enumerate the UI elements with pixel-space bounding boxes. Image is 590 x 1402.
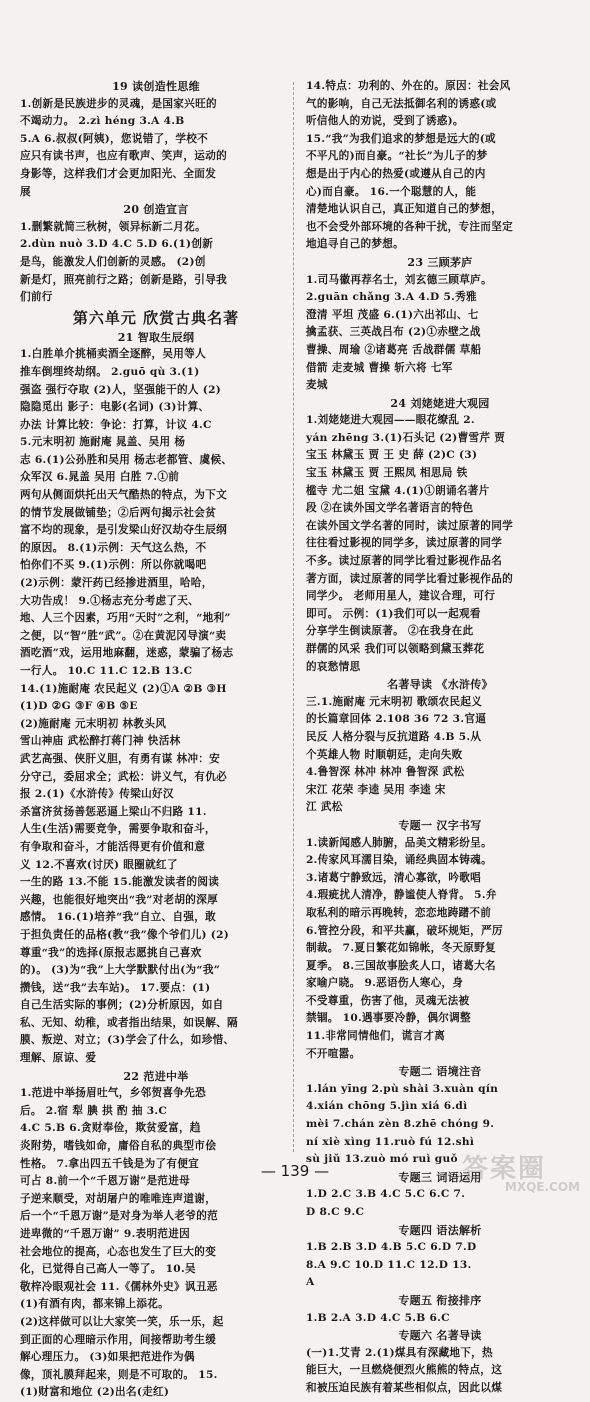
answer-line: 11.非常同情他们，谎言才离 (306, 1030, 446, 1043)
answer-line: 私、无知、幼稚，或者指出结果，如误解、隔 (20, 1016, 238, 1029)
answer-line: (1)有酒有肉，都来锦上添花。 (20, 1298, 170, 1311)
answer-line: 1.B 2.B 3.D 4.B 5.C 6.D 7.D (306, 1241, 477, 1254)
left-column (20, 78, 292, 1402)
answer-line: 一生的路 13.不能 15.能激发读者的阅读 (20, 876, 220, 889)
answer-line: 一行人。 10.C 11.C 12.B 13.C (20, 665, 193, 677)
unit-heading: 第六单元 欣赏古典名著 (72, 308, 240, 327)
answer-line: 有争取和奋斗，才能活得更有价值和意 (20, 840, 206, 853)
answer-line: 地追寻自己的梦想。 (306, 238, 405, 251)
answer-line: 在读外国文学名著的同时，读过原著的同学 (306, 519, 513, 532)
answer-line: 15.“我”为我们追求的梦想是远大的(或 (306, 132, 496, 145)
answer-line: 2.guān chǎng 3.A 4.D 5.秀雅 (306, 291, 477, 304)
section-heading: 20 创造宣言 (123, 203, 189, 217)
answer-line: 人生(生活)需要竞争，需要争取和奋斗， (20, 823, 216, 836)
answer-line: (2)示例：蒙汗药已经掺进酒里，哈哈， (20, 577, 213, 590)
answer-line: 理解、原谅、爱 (20, 1052, 97, 1065)
answer-line: 和被压迫民族有着某些相似点，因此以煤 (306, 1381, 503, 1394)
answer-line: 炎附势，嗜钱如命，庸俗自私的典型市侩 (20, 1140, 217, 1153)
answer-line: 可占 8.前一个“千恩万谢”是范进母 (20, 1175, 191, 1188)
section-heading: 专题三 词语运用 (398, 1170, 482, 1184)
answer-line: 民反 人格分裂与反抗道路 4.B 5.从 (306, 730, 482, 743)
answer-line: 1.创新是民族进步的灵魂，是国家兴旺的 (20, 97, 217, 110)
answer-line: 14.特点：功利的、外在的。原因：社会风 (306, 80, 511, 92)
answer-line: 5.A 6.叔叔(阿姨)，您说错了，学校不 (20, 132, 209, 145)
answer-line: 借箭 走麦城 曹操 斩六将 七军 (306, 361, 453, 374)
answer-line: 5.元末明初 施耐庵 晁盖、吴用 杨 (20, 436, 186, 449)
answer-line: 尊重“我”的选择(原报志愿挑自己喜欢 (20, 946, 202, 959)
answer-line: 1.白胜单介挑桶卖酒全逐醉，吴用等人 (20, 348, 206, 361)
answer-line: 宋江 花荣 李逵 吴用 李逵 宋 (306, 783, 446, 796)
answer-line: 的情节发展做铺垫；②后两句揭示社会贫 (20, 506, 217, 519)
answer-line: 2.传家风耳濡目染，诵经典固本铸魂。 (306, 854, 492, 867)
answer-line: 自己生活实际的事例；(2)分析原因，如自 (20, 999, 224, 1012)
answer-line: 攒钱，送“我”去车站)。 17.要点：(1) (20, 981, 211, 994)
answer-line: 清楚地认识自己，真正知道自己的梦想， (306, 203, 503, 216)
answer-line: 怕你们不买 9.(1)示例：所以你就喝吧 (20, 559, 207, 572)
answer-line: 往往看过影视的同学多，读过原著的同学 (306, 537, 503, 550)
section-heading: 名著导读 《水浒传》 (387, 678, 493, 692)
answer-line: 著方面，读过原著的同学比看过影视作品的 (306, 572, 513, 585)
answer-line: 1.删繁就简三秋树，领异标新二月花。 (20, 220, 206, 233)
answer-line: 6.管控分段，和平共赢，破坏规矩，严厉 (306, 924, 503, 937)
answer-line: 应只有读书声，也应有歌声、笑声，运动的 (20, 150, 227, 163)
answer-line: 兴趣，也能很好地突出“我”对老胡的深厚 (20, 893, 218, 906)
answer-line: 1.lán yīng 2.pù shài 3.xuàn qín (306, 1082, 499, 1095)
answer-line: 社会地位的提高，心态也发生了巨大的变 (20, 1245, 217, 1258)
answer-line: 之便，以“智”胜“武”。②在黄泥冈导演“卖 (20, 629, 227, 642)
answer-line: (2)这样做可以让大家笑一笑，乐一乐，起 (20, 1315, 224, 1328)
answer-line: 感情。 16.(1)培养“我”自立、自强，敢 (20, 911, 217, 924)
answer-line: 取私利的暗示再晚转，恋恋地踌躇不前 (306, 906, 492, 919)
answer-line: 报 2.(1)《水浒传》传梁山好汉 (20, 788, 174, 801)
answer-line: 江 武松 (306, 801, 343, 814)
answer-line: 1.范进中举扬眉吐气，乡邻贺喜争先恐 (20, 1087, 206, 1100)
answer-line: 宝玉 林黛玉 贾 王 史 薛 (2)C (3) (306, 449, 478, 462)
answer-line: (1)财富和地位 (2)出名(走红) (20, 1386, 170, 1399)
answer-line: 雪山神庙 武松醉打蒋门神 快活林 (20, 735, 181, 748)
answer-line: 麦城 (306, 379, 328, 392)
answer-line: 展 (20, 185, 31, 198)
answer-line: 家喻户晓。 9.恶语伤人寒心，身 (306, 977, 464, 990)
answer-line: 的原因。 8.(1)示例：天气这么热，不 (20, 541, 207, 554)
answer-line: 4.鲁智深 林冲 林冲 鲁智深 武松 (306, 766, 465, 779)
answer-line: 酒吃酒”戏，运用地麻翻，迷惑，蒙骗了杨志 (20, 647, 234, 660)
answer-line: 们前行 (20, 291, 53, 304)
answer-line: 的长篇章回体 2.108 36 72 3.官逼 (306, 713, 487, 726)
answer-line: 义 12.不喜欢(讨厌) 眼圈就红了 (20, 858, 178, 871)
answer-line: A (306, 1276, 315, 1289)
answer-line: 能巨大，一旦燃烧便烈火熊熊的特点，这 (306, 1364, 503, 1377)
section-heading: 专题六 名著导读 (398, 1329, 482, 1343)
answer-line: yán zhēng 3.(1)石头记 (2)曹雪芹 贾 (306, 431, 506, 444)
answer-line: 1.D 2.C 3.B 4.C 5.C 6.C 7. (306, 1188, 466, 1201)
answer-line: 化，已觉得自己高人一等了。 10.吴 (20, 1263, 196, 1276)
section-heading: 21 智取生辰纲 (117, 330, 195, 344)
answer-line: 即可。 示例：(1)我们可以一起观看 (306, 607, 481, 620)
answer-line: sù jiǔ 13.zuò mó ruì guǒ (306, 1153, 458, 1166)
answer-line: 富不均的现象，是引发梁山好汉劫夺生辰纲 (20, 524, 227, 537)
answer-line: 敬梓冷眼观社会 11.《儒林外史》讽丑恶 (20, 1280, 218, 1293)
answer-line: 解心理压力。 (3)如果把范进作为偶 (20, 1351, 195, 1364)
answer-line: 夏季。 8.三国故事脍炙人口，诸葛大名 (306, 959, 496, 972)
answer-line: 1.读新闻感人肺腑，品美文精彩纷呈。 (306, 836, 492, 849)
answer-line: 8.A 9.C 10.D 11.C 12.D 13. (306, 1258, 472, 1271)
section-heading: 专题一 汉字书写 (398, 818, 482, 832)
answer-line: 4.瑕疵扰人清净，静谧使人脊背。 5.弁 (306, 889, 497, 902)
answer-line: 个英雄人物 时顺朝廷，走向失败 (306, 748, 463, 761)
answer-line: 像，顶礼膜拜起来，则是不可取的。 15. (20, 1368, 218, 1381)
answer-line: 两句从侧面烘托出天气酷热的特点，为下文 (20, 489, 227, 502)
answer-line: 3.诸葛宁静致远，清心寡欲，吟歌唱 (306, 871, 482, 884)
section-heading: 19 读创造性思维 (112, 80, 200, 93)
answer-line: 志 6.(1)公孙胜和吴用 杨志老都管、虞候、 (20, 453, 233, 466)
answer-line: 槛寺 尤二姐 宝黛 4.(1)①朗诵名著片 (306, 484, 490, 497)
answer-line: 三.1.施耐庵 元末明初 歌颂农民起义 (306, 695, 483, 708)
answer-line: 后。 2.宿 犁 腆 拱 酌 抽 3.C (20, 1104, 168, 1117)
answer-line: 后一个“千恩万谢”是对身为举人老爷的范 (20, 1210, 218, 1223)
answer-line: 1.刘姥姥进大观园——眼花缭乱 2. (306, 414, 475, 427)
answer-line: 于担负责任的品格(教“我”像个爷们儿) (2) (20, 928, 230, 941)
answer-line: 的哀愁情思 (306, 660, 361, 673)
answer-line: 分守己，委屈求全；武松：讲义气，有仇必 (20, 770, 227, 783)
section-heading: 23 三顾茅庐 (407, 255, 473, 269)
answer-line: 不受尊重，伤害了他，灵魂无法被 (306, 994, 470, 1007)
answer-line: 性格。 7.拿出四五千钱是为了有便宜 (20, 1157, 200, 1170)
column-divider (293, 82, 294, 1152)
answer-line: (2)施耐庵 元末明初 林教头风 (20, 717, 167, 730)
answer-line: 办法 计算比较：争论：打算，计议 4.C (20, 418, 212, 431)
answer-line: 宝玉 林黛玉 贾 王熙凤 相思局 铁 (306, 467, 468, 480)
answer-line: 地、人三个因素，巧用“天时”之利，“地利” (20, 612, 231, 625)
answer-line: 子逆来顺受，对胡屠户的唯唯连声道谢， (20, 1192, 217, 1205)
answer-line: 群儒的风采 我们可以领略到黛玉葬花 (306, 643, 485, 655)
answer-line: 不竭动力。 2.zì héng 3.A 4.B (20, 115, 185, 128)
answer-line: 分享学生倒读原著。 ②在我身在此 (306, 625, 474, 638)
answer-line: 不平凡的)而自豪。“社长”为儿子的梦 (306, 150, 488, 163)
answer-line: 隐隐觅出 影子：电影(名词) (3)计算、 (20, 401, 210, 414)
page-number: — 139 — (260, 1162, 330, 1180)
answer-line: 众军汉 6.晁盖 吴用 白胜 7.①前 (20, 471, 180, 484)
section-heading: 专题二 语境注音 (398, 1065, 482, 1079)
answer-line: 14.(1)施耐庵 农民起义 (2)①A ②B ③H (20, 682, 227, 695)
answer-line: 杀富济贫扬善惩恶逼上梁山不归路 11. (20, 805, 207, 818)
answer-line: 4.xián chōng 5.jìn xiá 6.dì (306, 1100, 468, 1113)
answer-line: (一)1.艾青 2.(1)煤具有深藏地下，热 (306, 1346, 493, 1359)
answer-line: 是鸟，能激发人们创新的灵感。 (2)创 (20, 255, 206, 268)
section-heading: 专题五 衔接排序 (398, 1293, 482, 1307)
answer-line: 身影等，这样我们才会更加阳光、全面发 (20, 167, 217, 180)
answer-line: 同学少。 老师用星人，建议合理，可行 (306, 590, 496, 603)
watermark-url: MXQE.COM (504, 1180, 580, 1194)
answer-line: 武艺高强、侠肝义胆，有勇有谋 林冲：安 (20, 752, 221, 765)
answer-line: 4.C 5.B 6.贪财奉俭，欺贫爱富，趋 (20, 1122, 201, 1135)
answer-line: 不多。读过原著的同学比看过影视作品名 (306, 555, 503, 568)
answer-line: 想是出于内心的热爱(或遵从自己的内 (306, 167, 486, 180)
answer-line: 制裁。 7.夏日繁花如锦帐，冬天原野复 (306, 942, 496, 955)
watermark-text: 答案圈 (462, 1154, 547, 1184)
answer-line: 新是灯，照亮前行之路；创新是路，引导我 (20, 273, 227, 286)
answer-line: 也不会受外部环境的各种干扰，专注而坚定 (306, 220, 513, 233)
answer-line: 心)而自豪。 16.一个聪慧的人，能 (306, 185, 477, 198)
answer-line: ní xiè xìng 11.ruò fú 12.shì (306, 1135, 475, 1148)
answer-line: 澄清 平坦 茂盛 6.(1)六出祁山、七 (306, 308, 479, 321)
answer-line: 听信他人的劝说，受到了诱惑)。 (306, 115, 464, 128)
answer-line: 强盗 强行夺取 (2)人，坚强能干的人 (2) (20, 383, 222, 396)
section-heading: 24 刘姥姥进大观园 (390, 396, 490, 410)
answer-line: 的)。 (3)为“我”上大学默默付出(为“我” (20, 964, 221, 977)
answer-line: 不开喧嚣。 (306, 1047, 361, 1060)
answer-line: 1.B 2.A 3.D 4.C 5.B 6.C (306, 1311, 450, 1324)
answer-line: 1.司马徽再荐名士，刘玄德三顾草庐。 (306, 273, 492, 286)
answer-line: 段 ②在读外国文学名著语言的特色 (306, 502, 474, 515)
answer-line: 曹操、周瑜 ②诸葛亮 舌战群儒 草船 (306, 343, 482, 356)
answer-line: 膜、叛逆、对立；(3)学会了什么，如珍惜、 (20, 1034, 235, 1047)
answer-line: 擒孟获、三英战吕布 (2)①赤壁之战 (306, 326, 481, 339)
answer-line: 进卑微的“千恩万谢” 9.表明范进因 (20, 1228, 191, 1240)
answer-line: 到正面的心理暗示作用，间接帮助考生缓 (20, 1333, 217, 1346)
section-heading: 专题四 语法解析 (398, 1223, 482, 1237)
section-heading: 22 范进中举 (123, 1069, 189, 1083)
answer-line: mèi 7.chán zèn 8.zhē chóng 9. (306, 1118, 495, 1131)
answer-line: 大功告成！ 9.①杨志充分考虑了天、 (20, 594, 200, 607)
watermark-logo (462, 1148, 582, 1194)
answer-line: 推车倒埋终劫纲。 2.guō qù 3.(1) (20, 365, 200, 378)
answer-line: 2.dùn nuò 3.D 4.C 5.D 6.(1)创新 (20, 238, 214, 251)
answer-line: (1)D ②G ③F ④B ⑤E (20, 700, 138, 713)
answer-line: 禁锢。 10.遇事要冷静，偶尔调整 (306, 1012, 471, 1025)
answer-line: 气的影响，自己无法抵御名利的诱惑(或 (306, 97, 497, 110)
answer-line: D 8.C 9.C (306, 1206, 365, 1218)
